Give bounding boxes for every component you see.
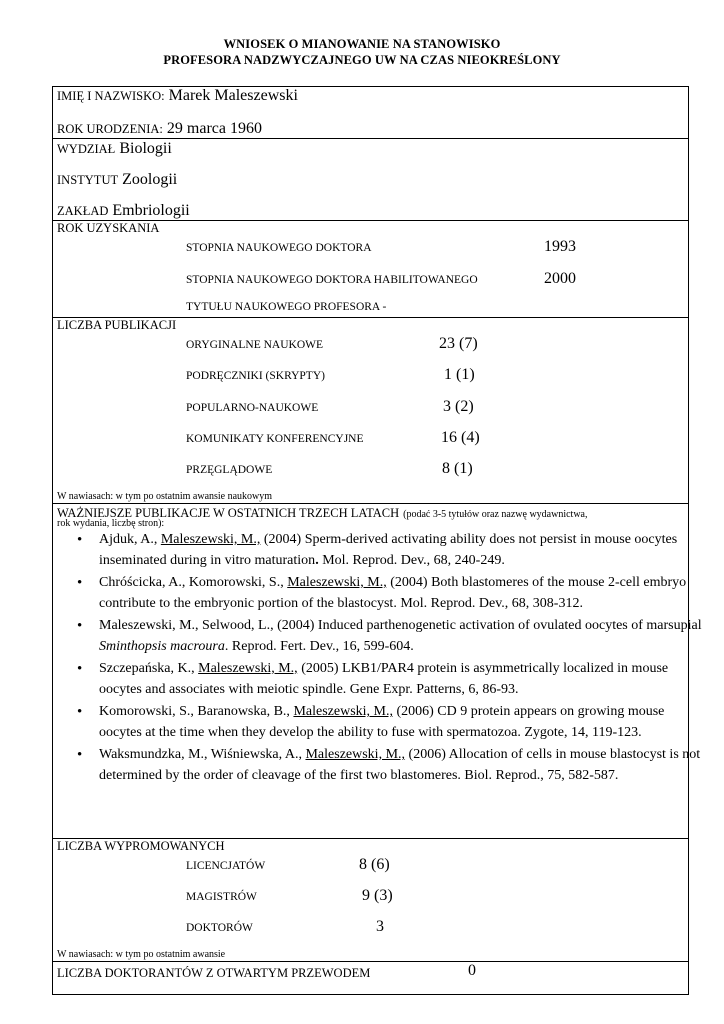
supervised-bachelor-value: 8 (6)	[359, 856, 390, 873]
publication-item: • Szczepańska, K., Maleszewski, M., (2005) LKB1/PAR4 protein is asymmetrically localized in mouse oocytes and associates with meiotic spindle. Gene Expr. Patterns, 6, 86-93.	[99, 659, 709, 700]
publication-item: • Komorowski, S., Baranowska, B., Maleszewski, M., (2006) CD 9 protein appears on growing mouse oocytes at the time when they develop the ability to fuse with spermatozoa. Zygote, 14, 119-123.	[99, 702, 709, 743]
pub-textbooks-label: PODRĘCZNIKI (SKRYPTY)	[186, 370, 325, 382]
pub-original-value: 23 (7)	[439, 335, 478, 352]
publications-count-note: W nawiasach: w tym po ostatnim awansie naukowym	[57, 491, 273, 502]
birth-row	[57, 120, 262, 138]
publication-item: • Maleszewski, M., Selwood, L., (2004) Induced parthenogenetic activation of ovulated oocytes of marsupial Sminthopsis macroura. Reprod. Fert. Dev., 16, 599-604.	[99, 616, 709, 657]
self-author: Maleszewski, M.,	[287, 575, 387, 590]
degree-professor-label: TYTUŁU NAUKOWEGO PROFESORA -	[186, 301, 387, 313]
department-row	[57, 202, 190, 220]
supervised-doctor-value: 3	[376, 918, 384, 935]
pub-popular-value: 3 (2)	[443, 398, 474, 415]
supervised-heading: LICZBA WYPROMOWANYCH	[57, 839, 225, 853]
degree-doctor-year: 1993	[544, 238, 576, 255]
pub-review-label: PRZĘGLĄDOWE	[186, 464, 273, 476]
supervised-doctor-label: DOKTORÓW	[186, 922, 253, 934]
pub-review-value: 8 (1)	[442, 460, 473, 477]
name-row	[57, 87, 298, 105]
document-title-line-1: WNIOSEK O MIANOWANIE NA STANOWISKO	[223, 37, 501, 51]
row-divider	[53, 961, 688, 962]
key-publications-instruction: (podać 3-5 tytułów oraz nazwę wydawnictwa,	[403, 509, 588, 520]
supervised-bachelor-label: LICENCJATÓW	[186, 860, 266, 872]
institute-row	[57, 171, 177, 189]
name-value: Marek Maleszewski	[168, 87, 298, 104]
key-publications-instruction-cont: rok wydania, liczbę stron):	[57, 518, 165, 529]
birth-label: ROK URODZENIA:	[57, 122, 163, 136]
species-name: Sminthopsis macroura	[99, 638, 225, 654]
key-publications-list	[53, 530, 709, 788]
degree-habilitation-year: 2000	[544, 270, 576, 287]
degree-habilitation-label: STOPNIA NAUKOWEGO DOKTORA HABILITOWANEGO	[186, 274, 478, 286]
open-doctorates-label: LICZBA DOKTORANTÓW Z OTWARTYM PRZEWODEM	[57, 966, 371, 980]
pub-conference-value: 16 (4)	[441, 429, 480, 446]
document-title-line-2: PROFESORA NADZWYCZAJNEGO UW NA CZAS NIEOKREŚLONY	[163, 53, 561, 67]
birth-value: 29 marca 1960	[166, 120, 262, 137]
row-divider	[53, 138, 688, 139]
publication-item: • Chróścicka, A., Komorowski, S., Maleszewski, M., (2004) Both blastomeres of the mouse 2-cell embryo contribute to the embryonic portion of the blastocyst. Mol. Reprod. Dev., 68, 308-312.	[99, 573, 709, 614]
pub-popular-label: POPULARNO-NAUKOWE	[186, 402, 319, 414]
pub-conference-label: KOMUNIKATY KONFERENCYJNE	[186, 433, 364, 445]
supervised-note: W nawiasach: w tym po ostatnim awansie	[57, 949, 226, 960]
pub-original-label: ORYGINALNE NAUKOWE	[186, 339, 324, 351]
self-author: Maleszewski, M.,	[293, 704, 393, 719]
self-author: Maleszewski, M.,	[160, 532, 261, 547]
name-label: IMIĘ I NAZWISKO:	[57, 89, 165, 103]
department-value: Embriologii	[112, 202, 190, 219]
faculty-label: WYDZIAŁ	[57, 142, 116, 156]
key-publications-heading: WAŻNIEJSZE PUBLIKACJE W OSTATNICH TRZECH LATACH	[57, 506, 400, 520]
publication-item: • Waksmundzka, M., Wiśniewska, A., Maleszewski, M., (2006) Allocation of cells in mouse blastocyst is not determined by the order of cleavage of the first two blastomeres. Biol. Reprod., 75, 582-587.	[99, 745, 709, 786]
faculty-row	[57, 140, 172, 158]
institute-value: Zoologii	[122, 171, 178, 188]
supervised-master-value: 9 (3)	[362, 887, 393, 904]
degrees-heading: ROK UZYSKANIA	[57, 221, 160, 235]
application-form-table	[52, 86, 702, 995]
open-doctorates-value: 0	[468, 962, 476, 979]
faculty-value: Biologii	[119, 140, 172, 157]
institute-label: INSTYTUT	[57, 173, 119, 187]
degree-doctor-label: STOPNIA NAUKOWEGO DOKTORA	[186, 242, 372, 254]
department-label: ZAKŁAD	[57, 204, 109, 218]
pub-textbooks-value: 1 (1)	[444, 366, 475, 383]
publications-count-heading: LICZBA PUBLIKACJI	[57, 318, 177, 332]
self-author: Maleszewski, M.,	[198, 661, 298, 676]
self-author: Maleszewski, M.,	[305, 747, 406, 762]
publication-item: • Ajduk, A., Maleszewski, M., (2004) Sperm-derived activating ability does not persist in mouse oocytes inseminated during in vitro maturation. Mol. Reprod. Dev., 68, 240-249.	[99, 530, 709, 571]
supervised-master-label: MAGISTRÓW	[186, 891, 257, 903]
